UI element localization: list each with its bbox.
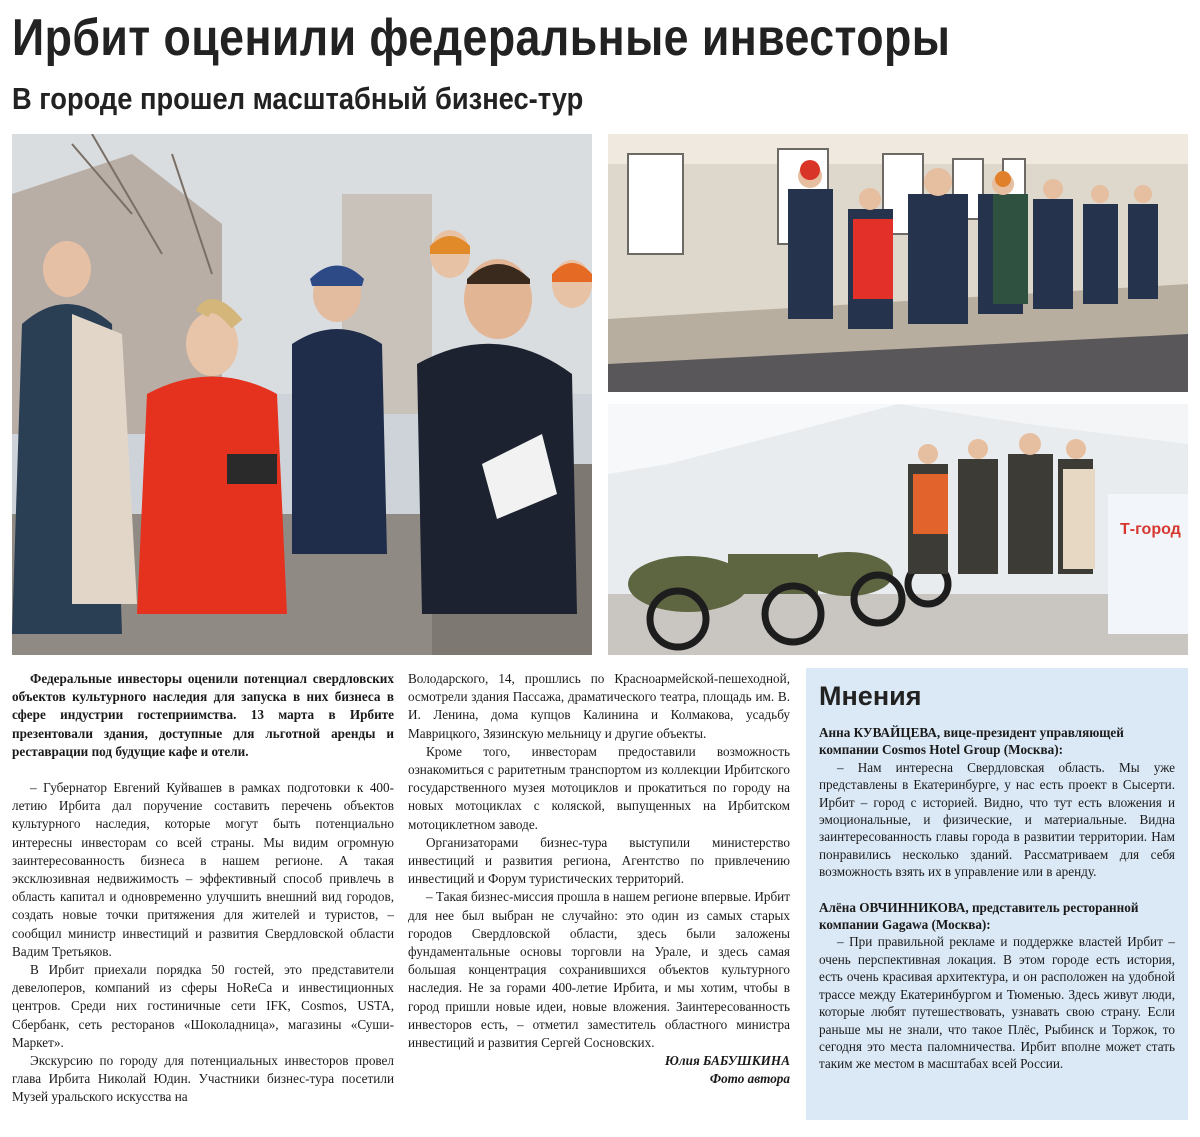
article-paragraph: В Ирбит приехали порядка 50 гостей, это представители девелоперов, компаний из сферы HoReCa и инвестиционных центров. Среди них гостиничные сети IFK, Cosmos, USTA, Сбербанк, сеть ресторанов «Шоколадница», магазины «Суши-Маркет».	[12, 962, 394, 1050]
article-lead: Федеральные инвесторы оценили потенциал свердловских объектов культурного наследия для запуска в них бизнеса в сфере индустрии гостеприимства. 13 марта в Ирбите презентовали здания, доступные для льготной аренды и реставрации под будущие кафе и отели.	[12, 671, 394, 759]
article-paragraph: Володарского, 14, прошлись по Красноармейской-пешеходной, осмотрели здания Пассажа, драматического театра, площадь им. В. И. Ленина, дома купцов Калинина и Колмакова, усадьбу Маврицкого, Зязинскую мельницу и другие объекты.	[408, 671, 790, 741]
article-paragraph: Кроме того, инвесторам предоставили возможность ознакомиться с раритетным транспортом из коллекции Ирбитского государственного музея мотоциклов и прокатиться по городу на новых мотоциклах с коляской, выпущенных на Ирбитском мотоциклетном заводе.	[408, 743, 790, 832]
opinion-text: – При правильной рекламе и поддержке властей Ирбит – очень перспективная локация. В этом городе есть история, есть очень красивая архитектура, и он расположен на удобной трассе между Екатеринбургом и Тюменью. Здесь живут люди, которые любят путешествовать, узнавать свою страну. Если раньше мы не знали, что такое Плёс, Рыбинск и Торжок, то сегодня это места паломничества. Ирбит вполне может стать таким же местом в масштабах всей России.	[819, 934, 1175, 1072]
photo-motorcycle-exhibit	[608, 404, 1188, 655]
author-byline: Юлия БАБУШКИНА	[664, 1053, 790, 1069]
photo-walking-tour	[608, 134, 1188, 392]
article-paragraph: Организаторами бизнес-тура выступили министерство инвестиций и развития региона, Агентство по привлечению инвестиций и Форум туристических территорий.	[408, 834, 790, 887]
article-paragraph: Экскурсию по городу для потенциальных инвесторов провел глава Ирбита Николай Юдин. Участники бизнес-тура посетили Музей уральского искусства на	[12, 1053, 394, 1105]
opinion-heading: Алёна ОВЧИННИКОВА, представитель ресторанной компании Gagawa (Москва):	[819, 899, 1139, 933]
opinion-text: – Нам интересна Свердловская область. Мы уже представлены в Екатеринбурге, у нас есть проект в Сысерти. Ирбит – город с историей. Видно, что тут есть вложения и эмоциональные, и физические, и материальные. Видна заинтересованность главы города в развитии территории. Нам понравились несколько зданий. Рассматриваем для себя возможность взять их в управление или в аренду.	[819, 759, 1175, 880]
photo-credit: Фото автора	[709, 1071, 790, 1087]
article-column-1	[12, 670, 394, 1132]
svg-text:Т-город: Т-город	[1120, 521, 1181, 538]
article-headline: Ирбит оценили федеральные инвесторы	[12, 9, 951, 67]
photo-investors-group	[12, 134, 592, 655]
opinion-heading: Анна КУВАЙЦЕВА, вице-президент управляющей компании Cosmos Hotel Group (Москва):	[819, 725, 1124, 758]
opinions-title: Мнения	[819, 681, 922, 711]
article-subheadline: В городе прошел масштабный бизнес-тур	[12, 81, 584, 116]
article-paragraph: – Такая бизнес-миссия прошла в нашем регионе впервые. Ирбит для нее был выбран не случайно: это один из самых старых городов Свердловской области, здесь были заложены фундаментальные основы торговли на Урале, и здесь самая большая концентрация сохранившихся объектов культурного наследия. Не за горами 400-летие Ирбита, и мы хотим, чтобы в город пришли новые идеи, новые вложения. Заинтересованность инвесторов есть, – отметил заместитель областного министра инвестиций и развития Сергей Сосновских.	[408, 889, 790, 1051]
article-column-2	[408, 670, 790, 1132]
opinions-box	[806, 668, 1188, 1120]
article-paragraph: – Губернатор Евгений Куйвашев в рамках подготовки к 400-летию Ирбита дал поручение составить перечень объектов культурного наследия, которые могут быть потенциально интересны инвесторам со всей страны. Мы видим огромную заинтересованность бизнеса в нашем регионе. А такая эксклюзивная недвижимость – эффективный способ привлечь в область капитал и одновременно улучшить внешний вид городов, создать новые точки притяжения для жителей и туристов, – сообщил министр инвестиций и развития Свердловской области Вадим Третьяков.	[12, 780, 394, 959]
